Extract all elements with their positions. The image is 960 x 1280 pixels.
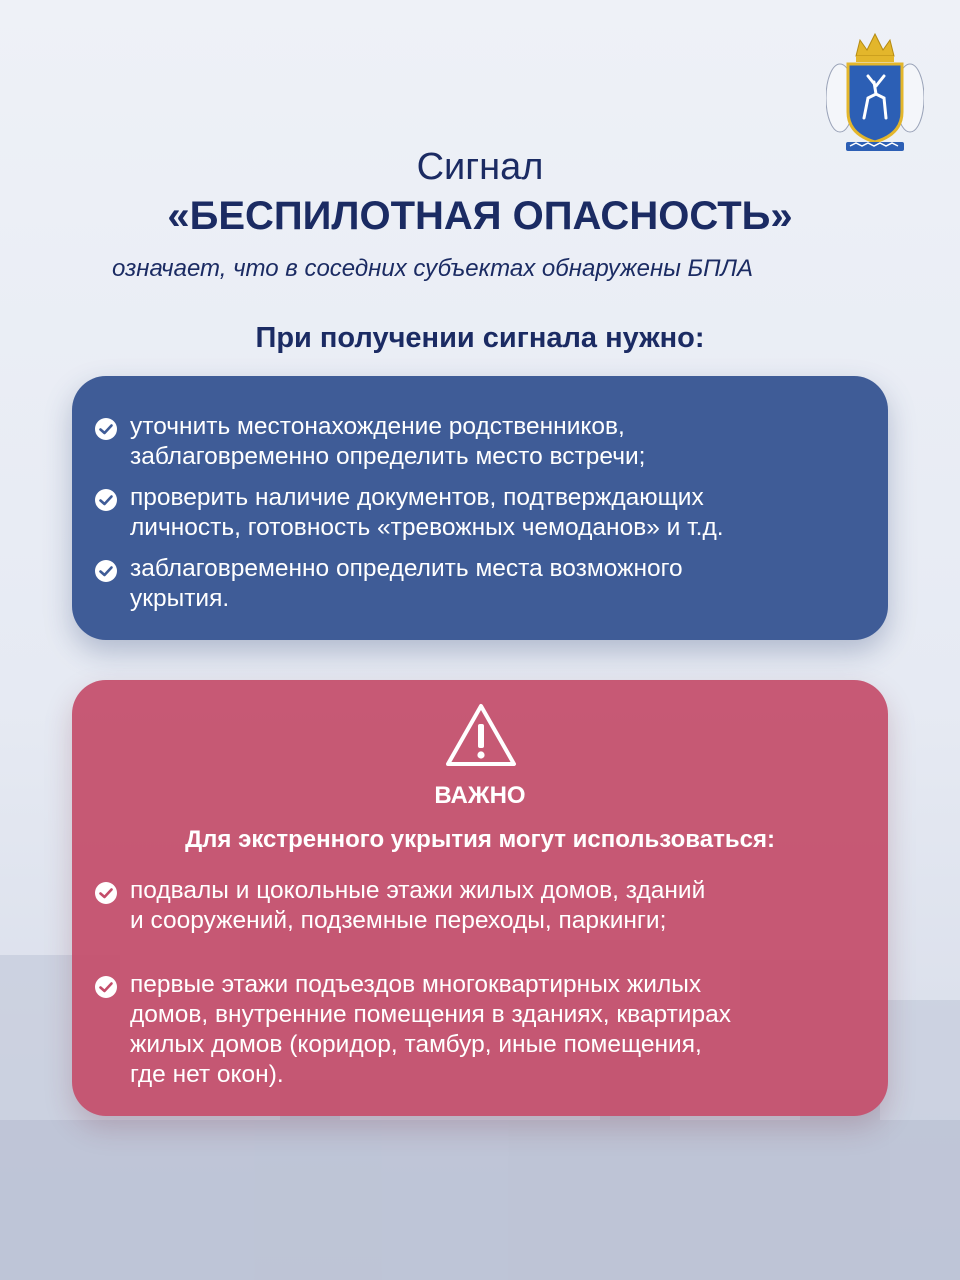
list-item-line: где нет окон).	[130, 1061, 284, 1088]
list-item-line: укрытия.	[130, 585, 230, 612]
list-item-line: заблаговременно определить места возможного	[130, 555, 683, 582]
list-item-line: уточнить местонахождение родственников,	[130, 413, 625, 440]
list-item-line: подвалы и цокольные этажи жилых домов, зданий	[130, 877, 706, 904]
check-circle-icon	[94, 881, 118, 905]
list-item-line: домов, внутренние помещения в зданиях, квартирах	[130, 1001, 731, 1028]
coat-of-arms-icon	[826, 26, 924, 156]
warning-triangle-icon	[444, 702, 518, 768]
page-title-line1: Сигнал	[416, 146, 544, 188]
important-heading: Для экстренного укрытия могут использоваться:	[185, 826, 775, 853]
page-subtitle: означает, что в соседних субъектах обнаружены БПЛА	[112, 255, 754, 282]
check-circle-icon	[94, 559, 118, 583]
page-title-line2: «БЕСПИЛОТНАЯ ОПАСНОСТЬ»	[167, 194, 793, 238]
important-label: ВАЖНО	[434, 782, 526, 809]
list-item-line: первые этажи подъездов многоквартирных жилых	[130, 971, 702, 998]
instructions-heading: При получении сигнала нужно:	[255, 322, 705, 354]
check-circle-icon	[94, 417, 118, 441]
important-card	[72, 680, 888, 1116]
list-item-line: жилых домов (коридор, тамбур, иные помещения,	[130, 1031, 702, 1058]
check-circle-icon	[94, 975, 118, 999]
list-item-line: заблаговременно определить место встречи;	[130, 443, 646, 470]
list-item-line: и сооружений, подземные переходы, паркинги;	[130, 907, 667, 934]
instructions-card	[72, 376, 888, 640]
list-item-line: личность, готовность «тревожных чемоданов» и т.д.	[130, 514, 724, 541]
list-item-line: проверить наличие документов, подтверждающих	[130, 484, 704, 511]
check-circle-icon	[94, 488, 118, 512]
